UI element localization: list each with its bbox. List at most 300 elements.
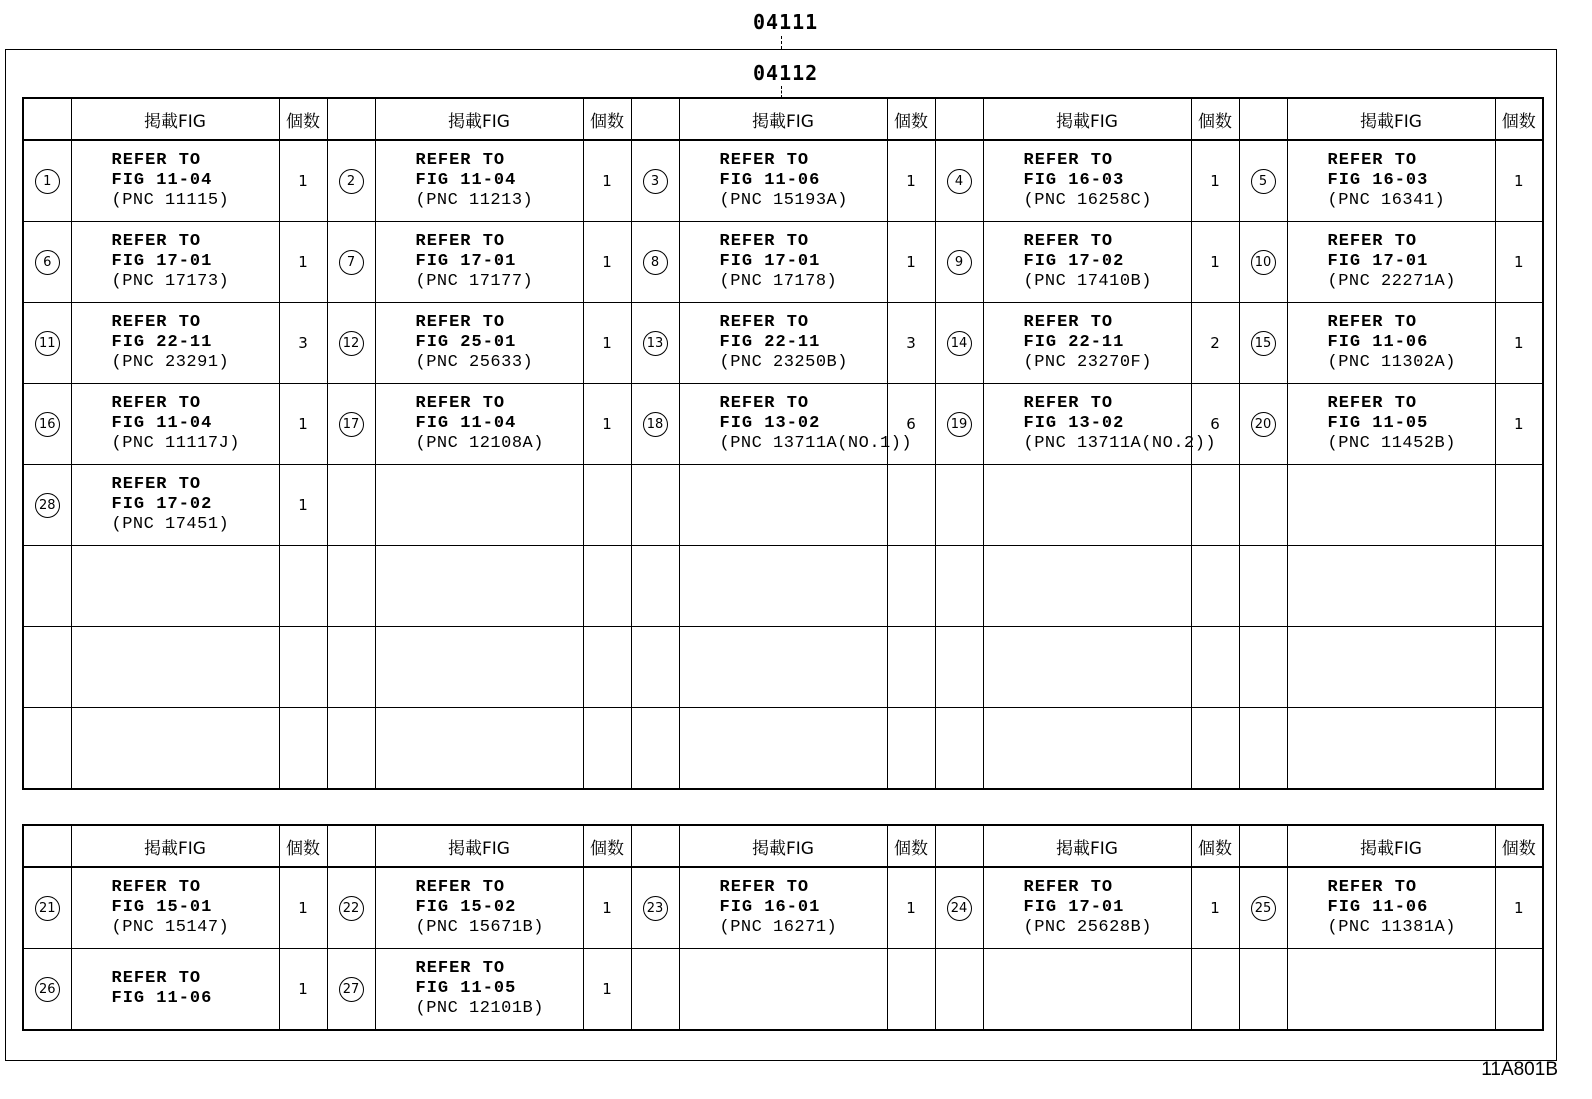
item-number-badge: 6 bbox=[35, 250, 60, 275]
fig-reference-cell bbox=[1287, 546, 1495, 627]
pnc-number: (PNC 17177) bbox=[415, 272, 534, 291]
header-number bbox=[631, 825, 679, 867]
fig-number: FIG 11-05 bbox=[415, 979, 517, 998]
quantity-cell bbox=[887, 140, 935, 222]
item-number-cell bbox=[327, 465, 375, 546]
pnc-number: (PNC 15147) bbox=[111, 918, 230, 937]
fig-number: FIG 13-02 bbox=[719, 414, 821, 433]
top-reference-leader bbox=[781, 36, 782, 49]
fig-number: FIG 17-01 bbox=[415, 252, 517, 271]
pnc-number: (PNC 13711A(NO.2)) bbox=[1023, 434, 1217, 453]
item-number-cell bbox=[1239, 465, 1287, 546]
fig-reference-cell bbox=[1287, 384, 1495, 465]
quantity-cell bbox=[583, 303, 631, 384]
quantity-cell bbox=[583, 949, 631, 1031]
item-number-badge: 22 bbox=[339, 896, 364, 921]
fig-reference-cell bbox=[1287, 222, 1495, 303]
quantity-cell bbox=[1495, 303, 1543, 384]
quantity-value: 1 bbox=[906, 172, 916, 190]
fig-number: FIG 11-04 bbox=[415, 171, 517, 190]
header-qty: 個数 bbox=[887, 98, 935, 140]
fig-number: FIG 11-06 bbox=[1327, 898, 1429, 917]
item-number-cell bbox=[631, 867, 679, 949]
fig-reference-cell bbox=[1287, 708, 1495, 790]
header-qty: 個数 bbox=[279, 825, 327, 867]
item-number-badge: 7 bbox=[339, 250, 364, 275]
item-number-cell bbox=[631, 384, 679, 465]
fig-reference-cell bbox=[71, 303, 279, 384]
fig-number: FIG 17-01 bbox=[1023, 898, 1125, 917]
refer-to-text: REFER TO bbox=[415, 313, 506, 332]
item-number-cell bbox=[935, 627, 983, 708]
quantity-value: 2 bbox=[1210, 334, 1220, 352]
pnc-number: (PNC 13711A(NO.1)) bbox=[719, 434, 913, 453]
fig-number: FIG 11-06 bbox=[1327, 333, 1429, 352]
quantity-value: 1 bbox=[602, 253, 612, 271]
refer-to-text: REFER TO bbox=[1023, 151, 1114, 170]
item-number-badge: 18 bbox=[643, 412, 668, 437]
item-number-cell bbox=[631, 627, 679, 708]
quantity-cell bbox=[887, 949, 935, 1031]
item-number-badge: 10 bbox=[1251, 250, 1276, 275]
fig-reference-cell bbox=[375, 867, 583, 949]
fig-reference-cell bbox=[983, 465, 1191, 546]
fig-number: FIG 17-02 bbox=[1023, 252, 1125, 271]
pnc-number: (PNC 15193A) bbox=[719, 191, 848, 210]
item-number-badge: 23 bbox=[643, 896, 668, 921]
fig-number: FIG 15-01 bbox=[111, 898, 213, 917]
item-number-cell bbox=[23, 708, 71, 790]
quantity-value: 1 bbox=[602, 172, 612, 190]
quantity-cell bbox=[1191, 708, 1239, 790]
fig-reference-cell bbox=[1287, 867, 1495, 949]
header-fig: 掲載FIG bbox=[679, 825, 887, 867]
quantity-cell bbox=[887, 303, 935, 384]
quantity-value: 1 bbox=[602, 334, 612, 352]
quantity-cell bbox=[279, 708, 327, 790]
fig-reference-cell bbox=[983, 222, 1191, 303]
fig-reference-cell bbox=[375, 465, 583, 546]
reference-table-main bbox=[22, 97, 1544, 790]
table-row bbox=[23, 384, 1543, 465]
quantity-cell bbox=[887, 867, 935, 949]
table-row bbox=[23, 949, 1543, 1031]
item-number-badge: 1 bbox=[35, 169, 60, 194]
quantity-cell bbox=[1495, 384, 1543, 465]
quantity-cell bbox=[583, 465, 631, 546]
refer-to-text: REFER TO bbox=[415, 151, 506, 170]
fig-reference-cell bbox=[71, 867, 279, 949]
quantity-cell bbox=[1191, 222, 1239, 303]
quantity-value: 1 bbox=[602, 899, 612, 917]
quantity-cell bbox=[583, 627, 631, 708]
refer-to-text: REFER TO bbox=[415, 394, 506, 413]
quantity-cell bbox=[279, 465, 327, 546]
fig-reference-cell bbox=[679, 867, 887, 949]
quantity-value: 1 bbox=[1513, 334, 1524, 352]
refer-to-text: REFER TO bbox=[719, 313, 810, 332]
quantity-cell bbox=[1191, 627, 1239, 708]
pnc-number: (PNC 12101B) bbox=[415, 999, 544, 1018]
header-number bbox=[935, 98, 983, 140]
item-number-badge: 5 bbox=[1251, 169, 1276, 194]
item-number-cell bbox=[23, 546, 71, 627]
item-number-cell bbox=[631, 465, 679, 546]
fig-reference-cell bbox=[375, 546, 583, 627]
fig-number: FIG 13-02 bbox=[1023, 414, 1125, 433]
quantity-cell bbox=[583, 384, 631, 465]
quantity-cell bbox=[1191, 465, 1239, 546]
item-number-badge: 26 bbox=[35, 977, 60, 1002]
item-number-cell bbox=[23, 384, 71, 465]
item-number-badge: 13 bbox=[643, 331, 668, 356]
item-number-badge: 12 bbox=[339, 331, 364, 356]
refer-to-text: REFER TO bbox=[719, 878, 810, 897]
header-qty: 個数 bbox=[1191, 825, 1239, 867]
fig-reference-cell bbox=[679, 708, 887, 790]
item-number-badge: 4 bbox=[947, 169, 972, 194]
item-number-cell bbox=[1239, 546, 1287, 627]
item-number-badge: 9 bbox=[947, 250, 972, 275]
refer-to-text: REFER TO bbox=[1023, 878, 1114, 897]
pnc-number: (PNC 16271) bbox=[719, 918, 838, 937]
fig-number: FIG 22-11 bbox=[1023, 333, 1125, 352]
fig-reference-cell bbox=[71, 384, 279, 465]
fig-reference-cell bbox=[679, 949, 887, 1031]
fig-number: FIG 17-01 bbox=[111, 252, 213, 271]
quantity-cell bbox=[279, 867, 327, 949]
item-number-cell bbox=[935, 546, 983, 627]
pnc-number: (PNC 12108A) bbox=[415, 434, 544, 453]
item-number-cell bbox=[935, 867, 983, 949]
fig-number: FIG 11-06 bbox=[719, 171, 821, 190]
fig-number: FIG 25-01 bbox=[415, 333, 517, 352]
table-row bbox=[23, 303, 1543, 384]
fig-reference-cell bbox=[679, 627, 887, 708]
quantity-value: 1 bbox=[298, 899, 308, 917]
table-row bbox=[23, 465, 1543, 546]
fig-number: FIG 11-05 bbox=[1327, 414, 1429, 433]
item-number-cell bbox=[327, 303, 375, 384]
quantity-value: 1 bbox=[1513, 415, 1524, 433]
header-number bbox=[631, 98, 679, 140]
header-number bbox=[23, 98, 71, 140]
quantity-cell bbox=[279, 949, 327, 1031]
quantity-cell bbox=[887, 465, 935, 546]
item-number-badge: 2 bbox=[339, 169, 364, 194]
fig-number: FIG 15-02 bbox=[415, 898, 517, 917]
header-fig: 掲載FIG bbox=[71, 825, 279, 867]
pnc-number: (PNC 23270F) bbox=[1023, 353, 1152, 372]
pnc-number: (PNC 25633) bbox=[415, 353, 534, 372]
refer-to-text: REFER TO bbox=[1023, 394, 1114, 413]
fig-reference-cell bbox=[71, 222, 279, 303]
item-number-cell bbox=[327, 708, 375, 790]
item-number-badge: 21 bbox=[35, 896, 60, 921]
quantity-value: 1 bbox=[1513, 253, 1524, 271]
header-qty: 個数 bbox=[1495, 98, 1543, 140]
item-number-cell bbox=[1239, 949, 1287, 1031]
quantity-cell bbox=[1495, 949, 1543, 1031]
fig-reference-cell bbox=[983, 708, 1191, 790]
item-number-cell bbox=[327, 627, 375, 708]
refer-to-text: REFER TO bbox=[1327, 232, 1418, 251]
item-number-cell bbox=[327, 222, 375, 303]
quantity-value: 6 bbox=[1210, 415, 1220, 433]
fig-reference-cell bbox=[679, 546, 887, 627]
quantity-value: 1 bbox=[298, 172, 308, 190]
fig-reference-cell bbox=[1287, 140, 1495, 222]
quantity-cell bbox=[583, 546, 631, 627]
header-fig: 掲載FIG bbox=[983, 98, 1191, 140]
quantity-cell bbox=[1495, 140, 1543, 222]
fig-reference-cell bbox=[375, 222, 583, 303]
fig-number: FIG 17-01 bbox=[719, 252, 821, 271]
header-number bbox=[23, 825, 71, 867]
fig-reference-cell bbox=[1287, 465, 1495, 546]
refer-to-text: REFER TO bbox=[1023, 232, 1114, 251]
quantity-value: 3 bbox=[906, 334, 916, 352]
item-number-cell bbox=[1239, 384, 1287, 465]
fig-reference-cell bbox=[71, 949, 279, 1031]
item-number-cell bbox=[23, 627, 71, 708]
item-number-cell bbox=[631, 546, 679, 627]
item-number-badge: 3 bbox=[643, 169, 668, 194]
quantity-value: 3 bbox=[298, 334, 308, 352]
pnc-number: (PNC 16258C) bbox=[1023, 191, 1152, 210]
table-row bbox=[23, 708, 1543, 790]
header-number bbox=[1239, 825, 1287, 867]
fig-reference-cell bbox=[983, 140, 1191, 222]
item-number-cell bbox=[631, 222, 679, 303]
header-number bbox=[327, 825, 375, 867]
fig-reference-cell bbox=[1287, 627, 1495, 708]
header-fig: 掲載FIG bbox=[375, 825, 583, 867]
fig-reference-cell bbox=[71, 546, 279, 627]
quantity-cell bbox=[279, 627, 327, 708]
item-number-cell bbox=[631, 140, 679, 222]
quantity-cell bbox=[279, 546, 327, 627]
item-number-badge: 28 bbox=[35, 493, 60, 518]
quantity-cell bbox=[1495, 867, 1543, 949]
quantity-cell bbox=[1191, 949, 1239, 1031]
header-number bbox=[1239, 98, 1287, 140]
fig-reference-cell bbox=[679, 303, 887, 384]
item-number-cell bbox=[631, 949, 679, 1031]
pnc-number: (PNC 17178) bbox=[719, 272, 838, 291]
fig-reference-cell bbox=[375, 949, 583, 1031]
quantity-cell bbox=[583, 708, 631, 790]
refer-to-text: REFER TO bbox=[415, 959, 506, 978]
fig-reference-cell bbox=[679, 465, 887, 546]
item-number-cell bbox=[935, 949, 983, 1031]
item-number-cell bbox=[935, 140, 983, 222]
quantity-value: 1 bbox=[906, 899, 916, 917]
fig-number: FIG 17-02 bbox=[111, 495, 213, 514]
item-number-cell bbox=[1239, 627, 1287, 708]
item-number-cell bbox=[935, 465, 983, 546]
item-number-badge: 11 bbox=[35, 331, 60, 356]
item-number-cell bbox=[327, 384, 375, 465]
item-number-cell bbox=[23, 949, 71, 1031]
item-number-cell bbox=[631, 708, 679, 790]
refer-to-text: REFER TO bbox=[1327, 394, 1418, 413]
fig-reference-cell bbox=[1287, 303, 1495, 384]
fig-reference-cell bbox=[71, 627, 279, 708]
fig-number: FIG 11-06 bbox=[111, 989, 213, 1008]
refer-to-text: REFER TO bbox=[111, 232, 202, 251]
fig-reference-cell bbox=[983, 303, 1191, 384]
quantity-value: 1 bbox=[1210, 899, 1220, 917]
item-number-cell bbox=[23, 465, 71, 546]
quantity-value: 1 bbox=[298, 415, 308, 433]
quantity-cell bbox=[583, 140, 631, 222]
fig-reference-cell bbox=[375, 708, 583, 790]
header-fig: 掲載FIG bbox=[71, 98, 279, 140]
item-number-cell bbox=[1239, 303, 1287, 384]
quantity-value: 1 bbox=[906, 253, 916, 271]
fig-reference-cell bbox=[71, 140, 279, 222]
item-number-cell bbox=[327, 140, 375, 222]
fig-reference-cell bbox=[71, 465, 279, 546]
pnc-number: (PNC 17410B) bbox=[1023, 272, 1152, 291]
quantity-cell bbox=[279, 222, 327, 303]
fig-reference-cell bbox=[679, 384, 913, 465]
item-number-badge: 24 bbox=[947, 896, 972, 921]
item-number-cell bbox=[1239, 708, 1287, 790]
item-number-badge: 17 bbox=[339, 412, 364, 437]
refer-to-text: REFER TO bbox=[719, 394, 810, 413]
item-number-cell bbox=[1239, 222, 1287, 303]
fig-reference-cell bbox=[983, 384, 1217, 465]
pnc-number: (PNC 22271A) bbox=[1327, 272, 1456, 291]
quantity-cell bbox=[1495, 222, 1543, 303]
item-number-cell bbox=[327, 867, 375, 949]
header-fig: 掲載FIG bbox=[375, 98, 583, 140]
item-number-cell bbox=[23, 867, 71, 949]
refer-to-text: REFER TO bbox=[111, 151, 202, 170]
header-fig: 掲載FIG bbox=[1287, 98, 1495, 140]
fig-reference-cell bbox=[983, 949, 1191, 1031]
quantity-cell bbox=[279, 140, 327, 222]
header-qty: 個数 bbox=[279, 98, 327, 140]
item-number-cell bbox=[1239, 140, 1287, 222]
fig-reference-cell bbox=[375, 140, 583, 222]
pnc-number: (PNC 11302A) bbox=[1327, 353, 1456, 372]
fig-reference-cell bbox=[375, 627, 583, 708]
pnc-number: (PNC 23291) bbox=[111, 353, 230, 372]
pnc-number: (PNC 17451) bbox=[111, 515, 230, 534]
header-number bbox=[327, 98, 375, 140]
quantity-cell bbox=[279, 384, 327, 465]
item-number-cell bbox=[935, 222, 983, 303]
quantity-value: 1 bbox=[1210, 253, 1220, 271]
quantity-value: 1 bbox=[602, 415, 612, 433]
table-row bbox=[23, 627, 1543, 708]
refer-to-text: REFER TO bbox=[111, 475, 202, 494]
quantity-value: 1 bbox=[1210, 172, 1220, 190]
item-number-cell bbox=[631, 303, 679, 384]
quantity-cell bbox=[1495, 708, 1543, 790]
header-qty: 個数 bbox=[583, 825, 631, 867]
quantity-cell bbox=[1495, 465, 1543, 546]
pnc-number: (PNC 11452B) bbox=[1327, 434, 1456, 453]
header-fig: 掲載FIG bbox=[983, 825, 1191, 867]
header-qty: 個数 bbox=[1191, 98, 1239, 140]
fig-reference-cell bbox=[1287, 949, 1495, 1031]
quantity-value: 1 bbox=[1513, 172, 1524, 190]
refer-to-text: REFER TO bbox=[415, 878, 506, 897]
fig-number: FIG 11-04 bbox=[111, 171, 213, 190]
header-qty: 個数 bbox=[887, 825, 935, 867]
item-number-badge: 20 bbox=[1251, 412, 1276, 437]
fig-number: FIG 16-03 bbox=[1327, 171, 1429, 190]
quantity-cell bbox=[279, 303, 327, 384]
refer-to-text: REFER TO bbox=[111, 878, 202, 897]
refer-to-text: REFER TO bbox=[1023, 313, 1114, 332]
quantity-cell bbox=[887, 222, 935, 303]
item-number-cell bbox=[327, 546, 375, 627]
quantity-cell bbox=[583, 222, 631, 303]
fig-reference-cell bbox=[679, 222, 887, 303]
fig-reference-cell bbox=[983, 627, 1191, 708]
quantity-cell bbox=[887, 546, 935, 627]
refer-to-text: REFER TO bbox=[1327, 878, 1418, 897]
fig-reference-cell bbox=[679, 140, 887, 222]
quantity-value: 6 bbox=[906, 415, 916, 433]
pnc-number: (PNC 11213) bbox=[415, 191, 534, 210]
item-number-badge: 25 bbox=[1251, 896, 1276, 921]
header-fig: 掲載FIG bbox=[1287, 825, 1495, 867]
item-number-cell bbox=[935, 303, 983, 384]
refer-to-text: REFER TO bbox=[111, 394, 202, 413]
item-number-cell bbox=[23, 222, 71, 303]
inner-reference-number: 04112 bbox=[753, 61, 819, 85]
item-number-badge: 14 bbox=[947, 331, 972, 356]
header-qty: 個数 bbox=[583, 98, 631, 140]
quantity-cell bbox=[1191, 867, 1239, 949]
item-number-badge: 27 bbox=[339, 977, 364, 1002]
pnc-number: (PNC 17173) bbox=[111, 272, 230, 291]
quantity-cell bbox=[887, 627, 935, 708]
refer-to-text: REFER TO bbox=[111, 969, 202, 988]
fig-number: FIG 16-03 bbox=[1023, 171, 1125, 190]
table-row bbox=[23, 546, 1543, 627]
item-number-badge: 19 bbox=[947, 412, 972, 437]
fig-number: FIG 17-01 bbox=[1327, 252, 1429, 271]
refer-to-text: REFER TO bbox=[1327, 313, 1418, 332]
item-number-cell bbox=[935, 384, 983, 465]
pnc-number: (PNC 23250B) bbox=[719, 353, 848, 372]
table-row bbox=[23, 140, 1543, 222]
pnc-number: (PNC 16341) bbox=[1327, 191, 1446, 210]
item-number-badge: 16 bbox=[35, 412, 60, 437]
quantity-value: 1 bbox=[298, 980, 308, 998]
pnc-number: (PNC 15671B) bbox=[415, 918, 544, 937]
quantity-cell bbox=[887, 708, 935, 790]
fig-reference-cell bbox=[375, 303, 583, 384]
item-number-cell bbox=[327, 949, 375, 1031]
pnc-number: (PNC 11115) bbox=[111, 191, 230, 210]
quantity-cell bbox=[1495, 627, 1543, 708]
fig-number: FIG 22-11 bbox=[111, 333, 213, 352]
refer-to-text: REFER TO bbox=[111, 313, 202, 332]
fig-reference-cell bbox=[983, 546, 1191, 627]
item-number-cell bbox=[1239, 867, 1287, 949]
item-number-cell bbox=[23, 140, 71, 222]
fig-number: FIG 22-11 bbox=[719, 333, 821, 352]
quantity-cell bbox=[583, 867, 631, 949]
